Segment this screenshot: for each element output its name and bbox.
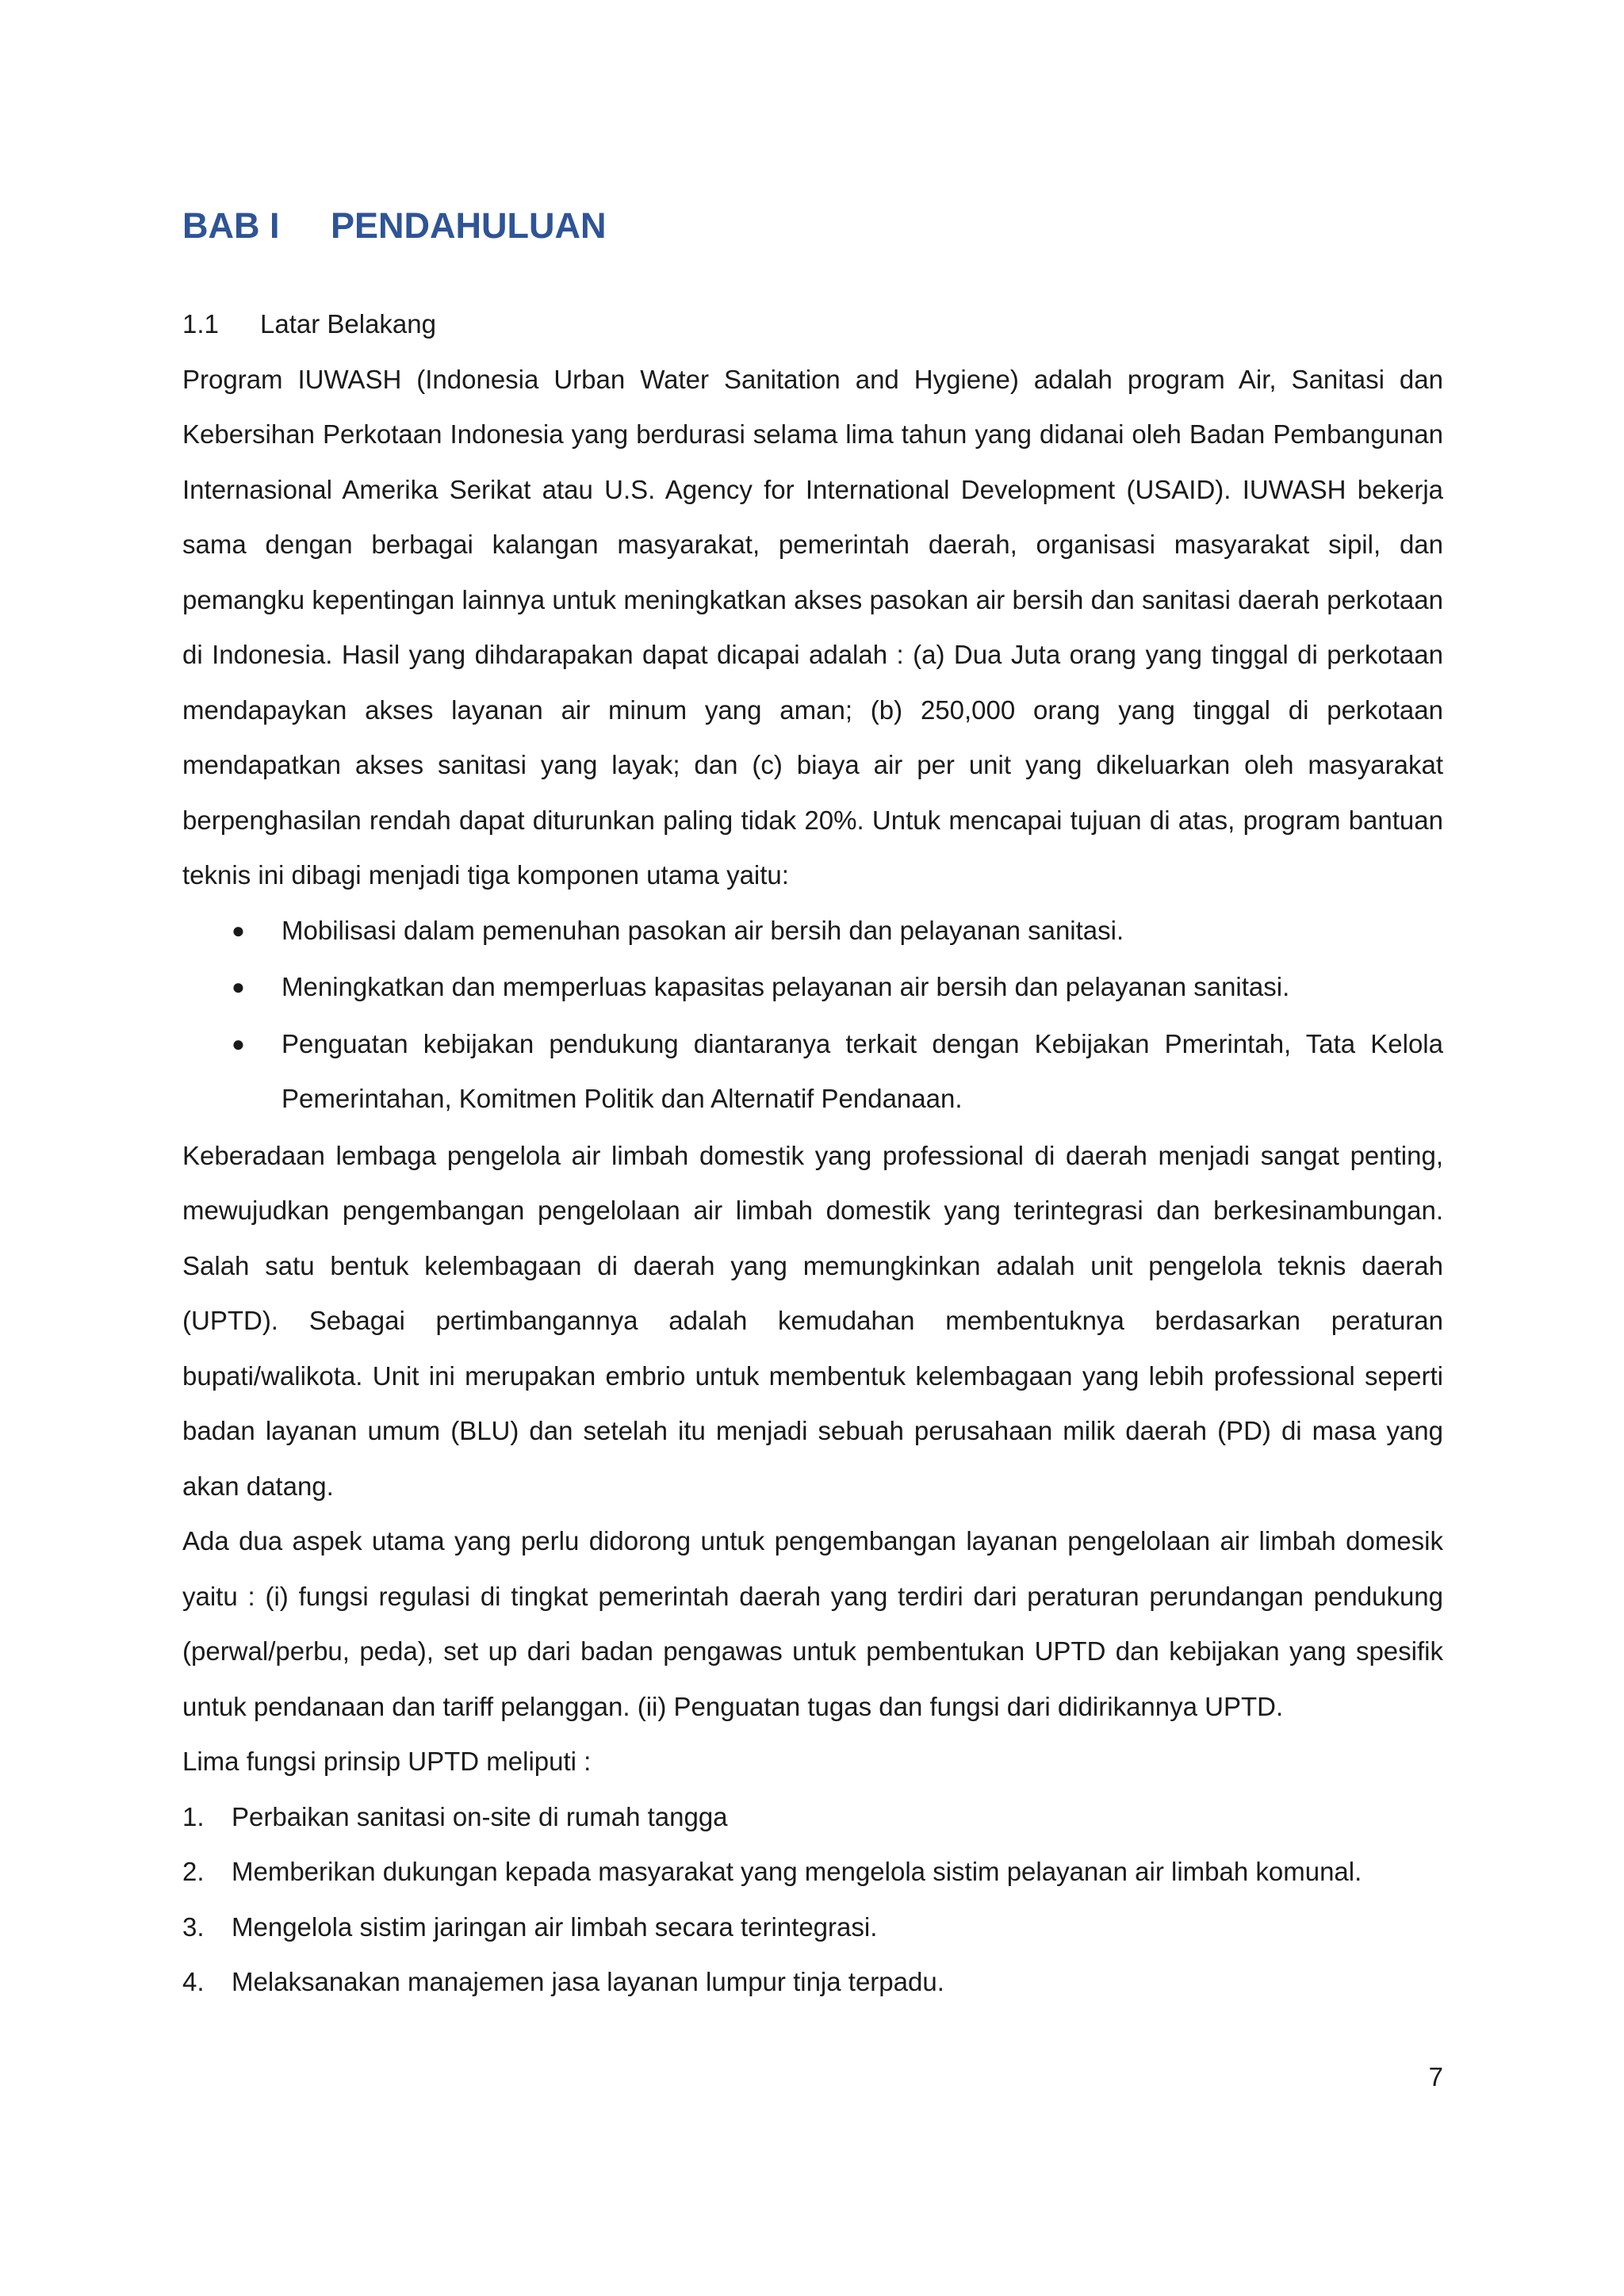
numbered-item [182,1844,1443,1900]
functions-numbered-list [182,1789,1443,2010]
bullet-icon: ● [232,917,245,943]
bullet-icon: ● [232,974,245,999]
bullet-item [182,903,1443,959]
item-text: Melaksanakan manajemen jasa layanan lumpur tinja terpadu. [232,1967,944,1996]
item-number: 4. [182,1967,205,1996]
section-title: Latar Belakang [260,309,436,339]
chapter-title: PENDAHULUAN [331,205,607,246]
item-text: Mengelola sistim jaringan air limbah secara terintegrasi. [232,1911,878,1942]
bullet-text: Penguatan kebijakan pendukung diantaranya terkait dengan Kebijakan Pmerintah, Tata Kelola Pemerintahan, Komitmen Politik dan Alternatif Pendanaan. [282,1028,1443,1113]
bullet-item [182,1016,1443,1127]
item-text: Perbaikan sanitasi on-site di rumah tangga [232,1801,728,1831]
item-number: 2. [182,1857,205,1886]
chapter-heading [182,198,1443,254]
paragraph-aspects: Ada dua aspek utama yang perlu didorong untuk pengembangan layanan pengelolaan air limbah domesik yaitu : (i) fungsi regulasi di tingkat pemerintah daerah yang terdiri dari peraturan perundangan pendukung (perwal/perbu, peda), set up dari badan pengawas untuk pembentukan UPTD dan kebijakan yang spesifik untuk pendanaan dan tariff pelanggan. (ii) Penguatan tugas dan fungsi dari didirikannya UPTD. [182,1526,1443,1721]
paragraph-institution: Keberadaan lembaga pengelola air limbah domestik yang professional di daerah menjadi sangat penting, mewujudkan pengembangan pengelolaan air limbah domestik yang terintegrasi dan berkesinambungan. Salah satu bentuk kelembagaan di daerah yang memungkinkan adalah unit pengelola teknis daerah (UPTD). Sebagai pertimbangannya adalah kemudahan membentuknya berdasarkan peraturan bupati/walikota. Unit ini merupakan embrio untuk membentuk kelembagaan yang lebih professional seperti badan layanan umum (BLU) dan setelah itu menjadi sebuah perusahaan milik daerah (PD) di masa yang akan datang. [182,1140,1443,1501]
chapter-number: BAB I [182,205,280,246]
bullet-icon: ● [232,1031,245,1056]
section-number: 1.1 [182,309,219,339]
item-text: Memberikan dukungan kepada masyarakat yang mengelola sistim pelayanan air limbah komunal. [232,1857,1362,1886]
item-number: 1. [182,1801,205,1831]
page-content [182,198,1443,2010]
numbered-item [182,1900,1443,1955]
bullet-text: Meningkatkan dan memperluas kapasitas pelayanan air bersih dan pelayanan sanitasi. [282,972,1290,1001]
bullet-item [182,959,1443,1015]
section-heading [182,297,1443,352]
numbered-item [182,1954,1443,2010]
numbered-item [182,1789,1443,1845]
page-number: 7 [1428,2062,1443,2091]
bullet-text: Mobilisasi dalam pemenuhan pasokan air bersih dan pelayanan sanitasi. [282,915,1124,945]
component-bullet-list [182,903,1443,1127]
paragraph-functions-intro: Lima fungsi prinsip UPTD meliputi : [182,1747,592,1776]
item-number: 3. [182,1911,205,1942]
paragraph-program-overview: Program IUWASH (Indonesia Urban Water Sanitation and Hygiene) adalah program Air, Sanitasi dan Kebersihan Perkotaan Indonesia yang berdurasi selama lima tahun yang didanai oleh Badan Pembangunan Internasional Amerika Serikat atau U.S. Agency for International Development (USAID). IUWASH bekerja sama dengan berbagai kalangan masyarakat, pemerintah daerah, organisasi masyarakat sipil, dan pemangku kepentingan lainnya untuk meningkatkan akses pasokan air bersih dan sanitasi daerah perkotaan di Indonesia. Hasil yang dihdarapakan dapat dicapai adalah : (a) Dua Juta orang yang tinggal di perkotaan mendapaykan akses layanan air minum yang aman; (b) 250,000 orang yang tinggal di perkotaan mendapatkan akses sanitasi yang layak; dan (c) biaya air per unit yang dikeluarkan oleh masyarakat berpenghasilan rendah dapat diturunkan paling tidak 20%. Untuk mencapai tujuan di atas, program bantuan teknis ini dibagi menjadi tiga komponen utama yaitu: [182,364,1443,890]
